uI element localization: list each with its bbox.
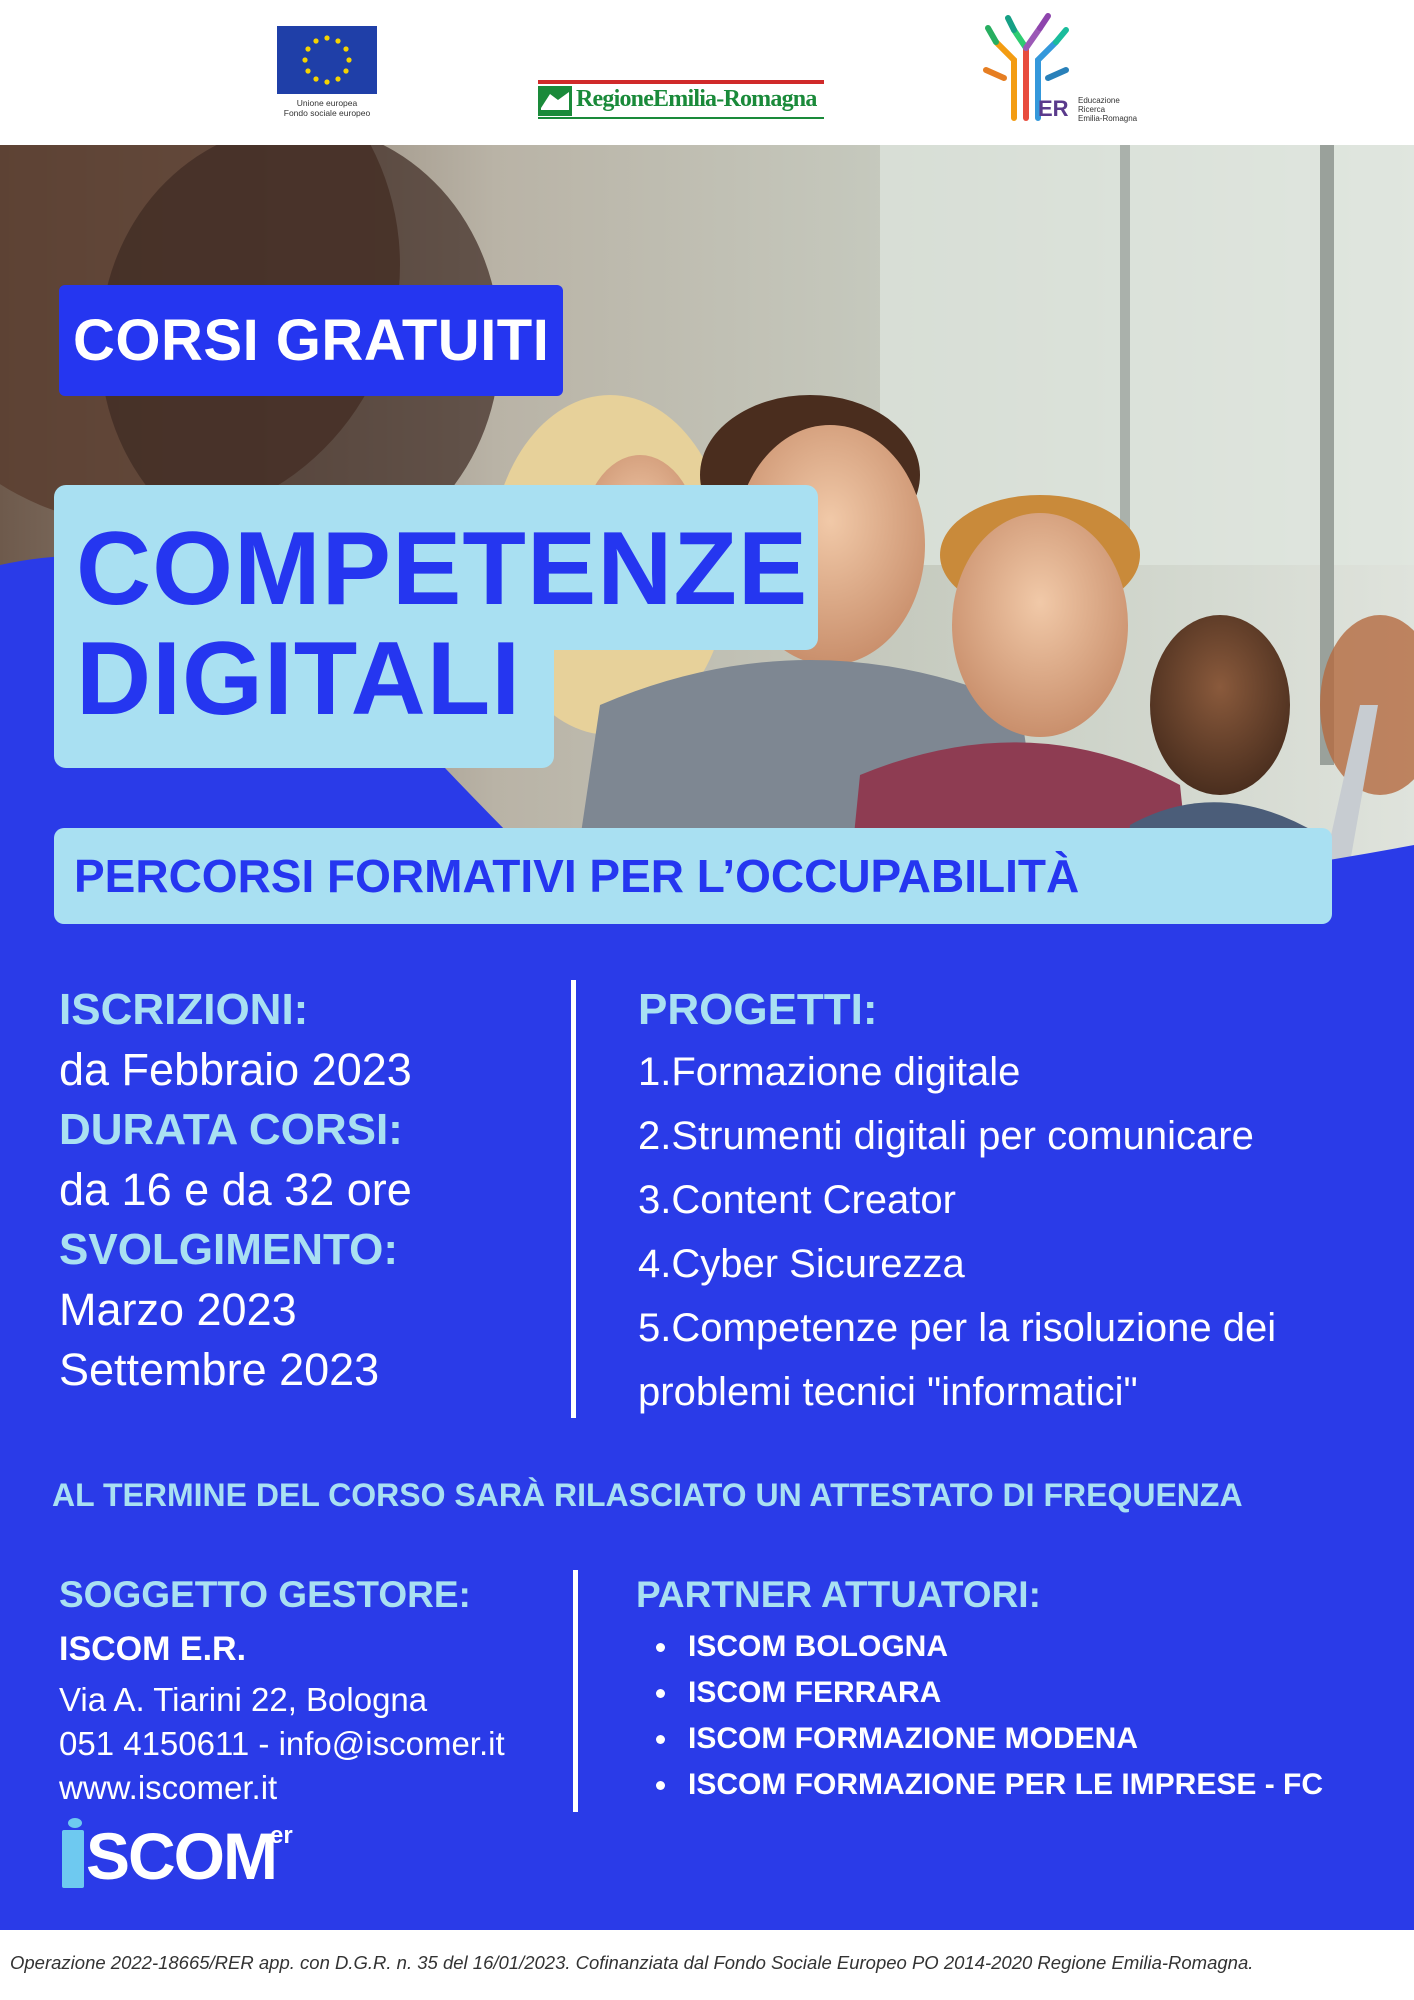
period-label: SVOLGIMENTO: (59, 1225, 398, 1274)
period-end: Settembre 2023 (59, 1344, 380, 1395)
project-item: 5.Competenze per la risoluzione dei (638, 1306, 1277, 1350)
projects-info (638, 980, 1398, 1424)
project-item: 1.Formazione digitale (638, 1050, 1021, 1094)
er-education-logo (966, 8, 1146, 126)
er-caption-line2: Ricerca (1078, 105, 1106, 114)
project-item-continued: problemi tecnici "informatici" (638, 1370, 1138, 1414)
partner-item: ISCOM FERRARA (636, 1670, 1396, 1716)
er-letters: ER (1038, 96, 1069, 121)
region-name: RegioneEmilia-Romagna (576, 86, 817, 112)
page-title-line1: COMPETENZE (76, 511, 809, 627)
column-divider (571, 980, 576, 1418)
iscom-logo (62, 1818, 322, 1898)
free-courses-tag: CORSI GRATUITI (59, 285, 563, 396)
column-divider (573, 1570, 578, 1812)
partners-label: PARTNER ATTUATORI: (636, 1574, 1041, 1615)
eu-flag-icon (277, 26, 377, 94)
manager-website: www.iscomer.it (59, 1769, 278, 1806)
partner-item: ISCOM FORMAZIONE PER LE IMPRESE - FC (636, 1762, 1396, 1808)
partner-item: ISCOM FORMAZIONE MODENA (636, 1716, 1396, 1762)
enrollment-label: ISCRIZIONI: (59, 985, 309, 1034)
eu-logo (277, 26, 377, 118)
page-title-line2: DIGITALI (76, 621, 522, 737)
project-item: 3.Content Creator (638, 1178, 956, 1222)
subtitle-banner: PERCORSI FORMATIVI PER L’OCCUPABILITÀ (54, 828, 1332, 924)
funding-disclaimer: Operazione 2022-18665/RER app. con D.G.R. n. 35 del 16/01/2023. Cofinanziata dal Fondo Sociale Europeo PO 2014-2020 Regione Emilia-Romagna. (10, 1952, 1254, 1973)
iscom-logo-word: SCOM (86, 1819, 276, 1893)
manager-address: Via A. Tiarini 22, Bologna (59, 1681, 428, 1718)
partners-list (636, 1624, 1396, 1808)
enrollment-value: da Febbraio 2023 (59, 1044, 412, 1095)
region-logo-underline (538, 117, 824, 119)
project-item: 2.Strumenti digitali per comunicare (638, 1114, 1254, 1158)
eu-caption (277, 98, 377, 118)
iscom-i-dot-icon (68, 1818, 82, 1828)
managing-entity (59, 1570, 579, 1810)
partner-item: ISCOM BOLOGNA (636, 1624, 1396, 1670)
er-caption (1078, 96, 1137, 123)
eu-caption-line2: Fondo sociale europeo (283, 108, 371, 118)
schedule-info (59, 980, 559, 1400)
projects-list (638, 1040, 1398, 1424)
duration-value: da 16 e da 32 ore (59, 1164, 412, 1215)
footer (0, 1930, 1414, 2000)
region-map-icon (538, 86, 572, 116)
period-start: Marzo 2023 (59, 1284, 297, 1335)
implementing-partners (636, 1570, 1396, 1808)
iscom-i-stem-icon (62, 1830, 84, 1888)
region-logo (538, 80, 824, 118)
logo-header (0, 0, 1414, 145)
projects-label: PROGETTI: (638, 985, 878, 1034)
iscom-logo-superscript: er (270, 1822, 293, 1849)
manager-label: SOGGETTO GESTORE: (59, 1574, 471, 1615)
manager-name: ISCOM E.R. (59, 1630, 247, 1668)
region-logo-stripe (538, 80, 824, 84)
manager-contacts: 051 4150611 - info@iscomer.it (59, 1725, 505, 1762)
project-item: 4.Cyber Sicurezza (638, 1242, 965, 1286)
er-caption-line1: Educazione (1078, 96, 1120, 105)
eu-caption-line1: Unione europea (296, 98, 358, 108)
duration-label: DURATA CORSI: (59, 1105, 403, 1154)
er-caption-line3: Emilia-Romagna (1078, 114, 1138, 123)
certificate-note: AL TERMINE DEL CORSO SARÀ RILASCIATO UN ATTESTATO DI FREQUENZA (52, 1477, 1243, 1513)
